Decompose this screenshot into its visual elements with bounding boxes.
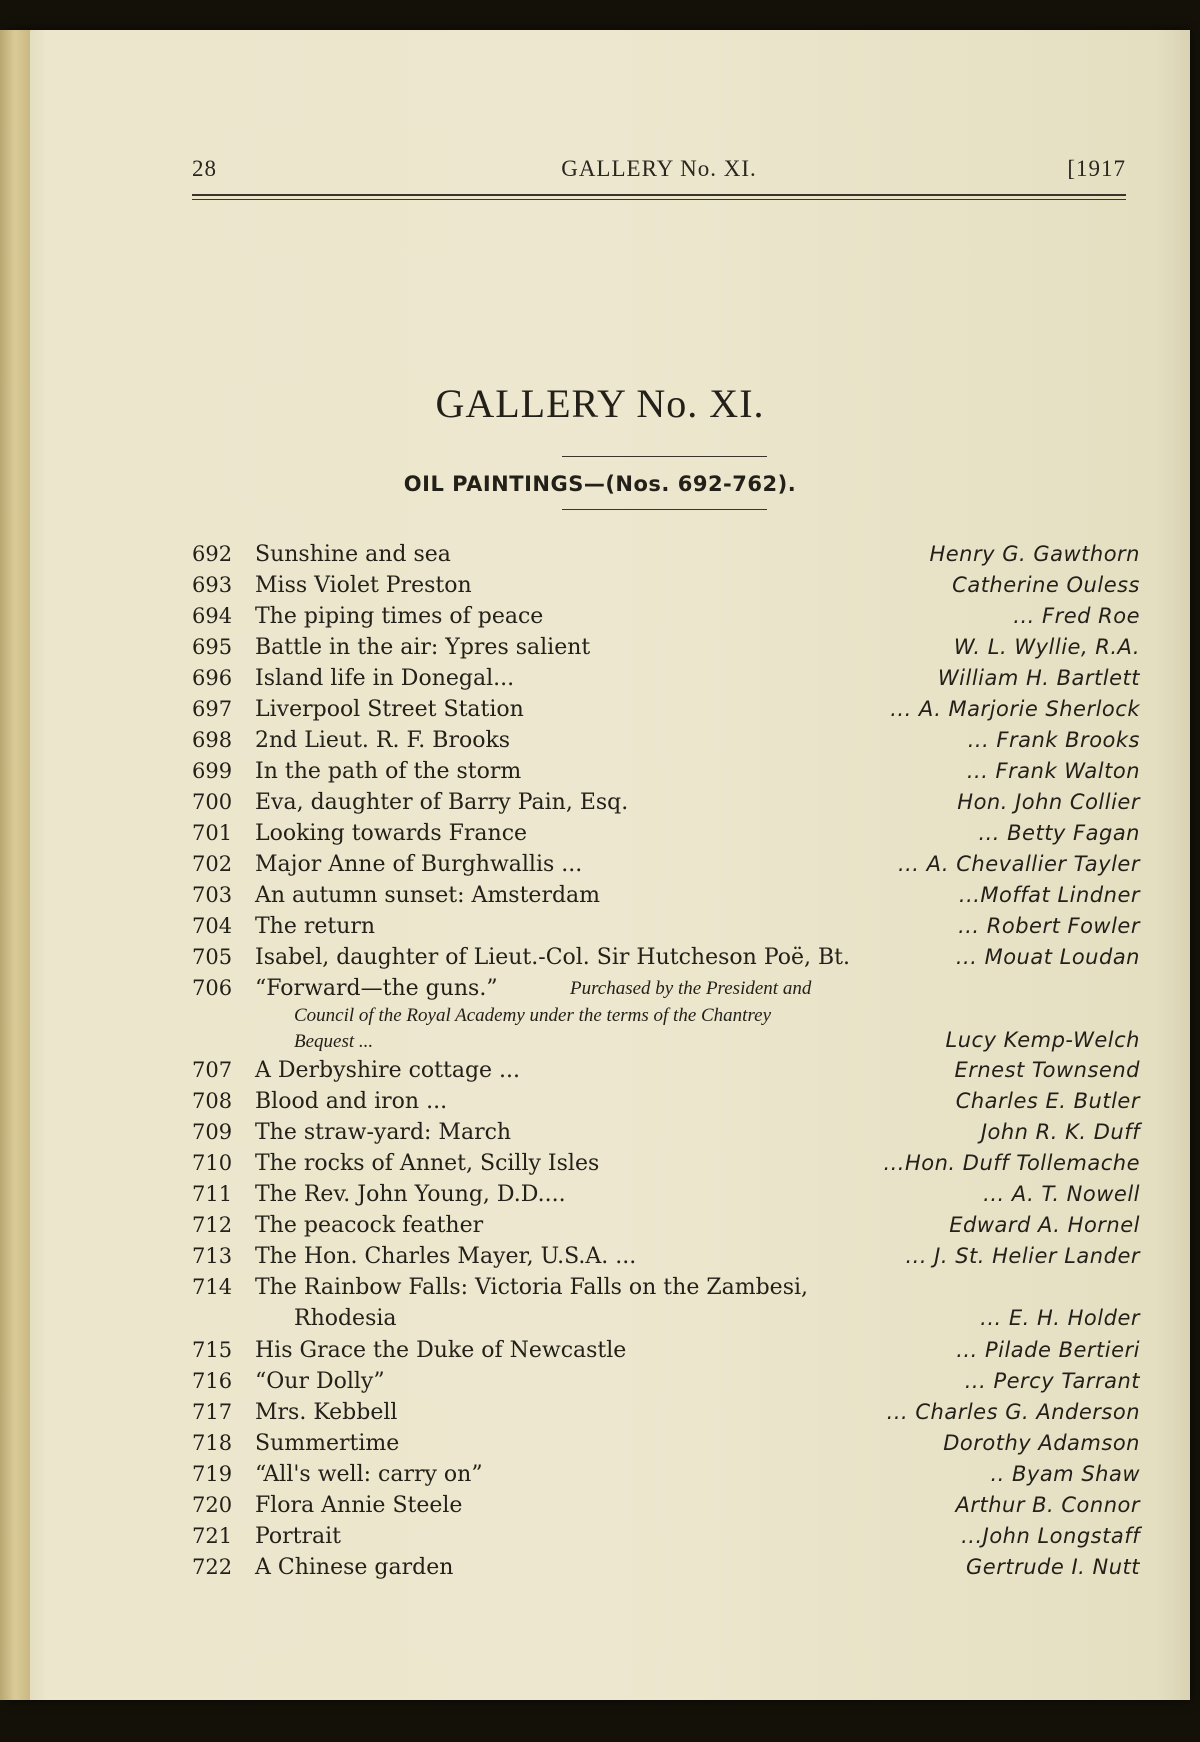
entry-title: The Rainbow Falls: Victoria Falls on the Zambesi, <box>255 1275 809 1300</box>
running-title: GALLERY No. XI. <box>561 156 757 181</box>
entry-title-continued: Rhodesia <box>294 1306 397 1331</box>
entry-title: Mrs. Kebbell <box>255 1400 398 1425</box>
entry-artist: ... A. T. Nowell <box>983 1182 1140 1206</box>
entry-number: 699 <box>192 759 233 783</box>
entry-number: 705 <box>192 945 233 969</box>
entry-artist: ... Mouat Loudan <box>955 945 1140 969</box>
entry-artist: Charles E. Butler <box>955 1089 1140 1113</box>
entry-artist: ...Hon. Duff Tollemache <box>883 1151 1140 1175</box>
entry-number: 715 <box>192 1338 233 1362</box>
entry-artist: William H. Bartlett <box>937 666 1140 690</box>
entry-title: “Our Dolly” <box>255 1369 385 1394</box>
entry-artist: John R. K. Duff <box>980 1120 1140 1144</box>
entry-title: An autumn sunset: Amsterdam <box>255 883 601 908</box>
entry-artist: .. Byam Shaw <box>990 1462 1140 1486</box>
header-rule-thin <box>192 199 1126 200</box>
entry-artist: ... E. H. Holder <box>980 1306 1140 1330</box>
entry-title: The peacock feather <box>255 1213 484 1238</box>
entry-artist: ...Moffat Lindner <box>958 883 1140 907</box>
entry-number: 711 <box>192 1182 233 1206</box>
entry-title: Miss Violet Preston <box>255 573 472 598</box>
running-header <box>192 156 1126 192</box>
entry-number: 695 <box>192 635 233 659</box>
entry-number: 709 <box>192 1120 233 1144</box>
entry-title: 2nd Lieut. R. F. Brooks <box>255 728 511 753</box>
entry-artist: Catherine Ouless <box>952 573 1140 597</box>
entry-artist: Edward A. Hornel <box>949 1213 1140 1237</box>
entry-artist: ... Frank Brooks <box>967 728 1140 752</box>
entry-number: 710 <box>192 1151 233 1175</box>
entry-artist: ... Percy Tarrant <box>964 1369 1140 1393</box>
entry-artist: Henry G. Gawthorn <box>929 542 1140 566</box>
entry-number: 698 <box>192 728 233 752</box>
entry-title: Flora Annie Steele <box>255 1493 463 1518</box>
entry-artist: Arthur B. Connor <box>955 1493 1140 1517</box>
entry-title: Sunshine and sea <box>255 542 451 567</box>
entry-number: 703 <box>192 883 233 907</box>
entry-artist: Hon. John Collier <box>957 790 1140 814</box>
entry-artist: ... Frank Walton <box>966 759 1140 783</box>
entry-number: 704 <box>192 914 233 938</box>
entry-artist: Gertrude I. Nutt <box>966 1555 1140 1579</box>
entry-title: Eva, daughter of Barry Pain, Esq. <box>255 790 629 815</box>
entry-number: 713 <box>192 1244 233 1268</box>
entry-artist: ... Pilade Bertieri <box>956 1338 1140 1362</box>
entry-title: The piping times of peace <box>255 604 544 629</box>
entry-number: 714 <box>192 1275 233 1299</box>
entry-title: Portrait <box>255 1524 342 1549</box>
entry-title: The straw-yard: March <box>255 1120 512 1145</box>
entry-artist: ... Robert Fowler <box>958 914 1140 938</box>
entry-title: The Hon. Charles Mayer, U.S.A. ... <box>255 1244 637 1269</box>
entry-number: 719 <box>192 1462 233 1486</box>
entry-artist: ... A. Marjorie Sherlock <box>890 697 1140 721</box>
entry-title: The Rev. John Young, D.D.... <box>255 1182 566 1207</box>
entry-number: 717 <box>192 1400 233 1424</box>
entry-title: The return <box>255 914 376 939</box>
entry-title: A Derbyshire cottage ... <box>255 1058 521 1083</box>
entry-number: 708 <box>192 1089 233 1113</box>
entry-artist: ... Fred Roe <box>1013 604 1140 628</box>
subtitle-rule-top <box>562 456 767 457</box>
entry-title: A Chinese garden <box>255 1555 454 1580</box>
subtitle-rule-bottom <box>562 509 767 510</box>
entry-artist: ... Betty Fagan <box>978 821 1140 845</box>
entry-title: In the path of the storm <box>255 759 522 784</box>
entry-artist: Lucy Kemp-Welch <box>945 1028 1140 1052</box>
entry-title: Summertime <box>255 1431 400 1456</box>
entry-number: 693 <box>192 573 233 597</box>
entry-number: 706 <box>192 976 233 1000</box>
entry-number: 707 <box>192 1058 233 1082</box>
entry-number: 712 <box>192 1213 233 1237</box>
entry-artist: ...John Longstaff <box>961 1524 1140 1548</box>
entry-title: Island life in Donegal... <box>255 666 515 691</box>
year-marker: [1917 <box>1067 156 1126 181</box>
entry-artist: ... A. Chevallier Tayler <box>897 852 1140 876</box>
entry-number: 697 <box>192 697 233 721</box>
entry-artist: Dorothy Adamson <box>943 1431 1140 1455</box>
entry-artist: W. L. Wyllie, R.A. <box>953 635 1140 659</box>
entry-title: Isabel, daughter of Lieut.-Col. Sir Hutcheson Poë, Bt. <box>255 945 850 970</box>
entry-title: “All's well: carry on” <box>255 1462 483 1487</box>
section-subtitle: OIL PAINTINGS—(Nos. 692-762). <box>403 472 797 496</box>
entry-number: 692 <box>192 542 233 566</box>
entry-artist: ... J. St. Helier Lander <box>905 1244 1140 1268</box>
entry-number: 721 <box>192 1524 233 1548</box>
entry-number: 718 <box>192 1431 233 1455</box>
entry-title: The rocks of Annet, Scilly Isles <box>255 1151 600 1176</box>
page-title: GALLERY No. XI. <box>435 381 765 426</box>
entry-number: 694 <box>192 604 233 628</box>
entry-title: Major Anne of Burghwallis ... <box>255 852 583 877</box>
entry-title: Looking towards France <box>255 821 528 846</box>
entry-number: 720 <box>192 1493 233 1517</box>
entry-title: “Forward—the guns.” <box>255 976 498 1001</box>
entry-artist: ... Charles G. Anderson <box>886 1400 1140 1424</box>
entry-artist: Ernest Townsend <box>954 1058 1140 1082</box>
entry-note: Bequest ... <box>294 1031 374 1052</box>
entry-title: His Grace the Duke of Newcastle <box>255 1338 627 1363</box>
entry-title: Blood and iron ... <box>255 1089 448 1114</box>
entry-number: 701 <box>192 821 233 845</box>
entry-note: Purchased by the President and <box>570 978 812 999</box>
entry-number: 722 <box>192 1555 233 1579</box>
entry-title: Liverpool Street Station <box>255 697 524 722</box>
entry-number: 716 <box>192 1369 233 1393</box>
page-binding-edge <box>0 30 30 1700</box>
entry-note: Council of the Royal Academy under the terms of the Chantrey <box>294 1005 772 1026</box>
entry-number: 702 <box>192 852 233 876</box>
entry-number: 700 <box>192 790 233 814</box>
entry-title: Battle in the air: Ypres salient <box>255 635 591 660</box>
header-rule <box>192 194 1126 196</box>
page-number: 28 <box>192 156 217 181</box>
entry-number: 696 <box>192 666 233 690</box>
